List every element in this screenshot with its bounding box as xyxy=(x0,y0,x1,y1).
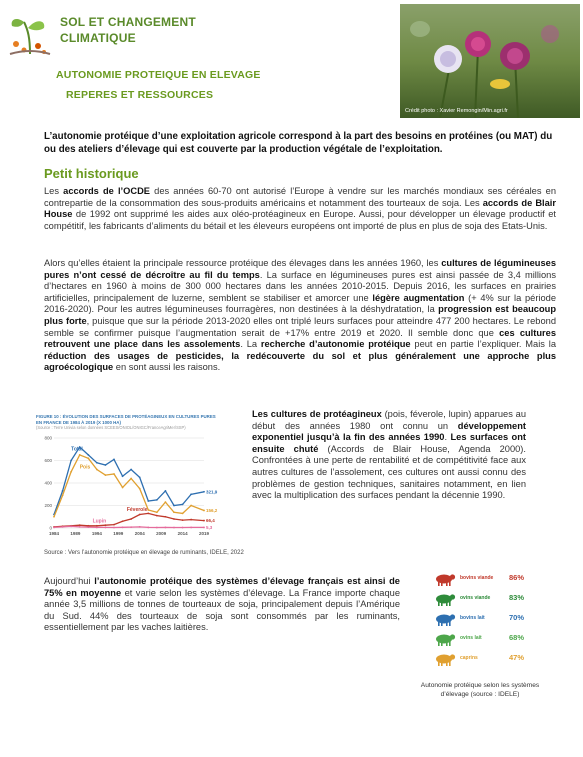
data-point xyxy=(190,494,192,496)
autonomy-row xyxy=(430,650,530,668)
data-point xyxy=(130,478,132,480)
paragraph-3: Les cultures de protéagineux (pois, féverole, lupin) apparues au début des années 1980 ont connu un développement exponentiel jusqu’à la fin des années 1990. Les surfaces ont ensuite chuté (Accords de Blair House, Agenda 2000). Confrontées à une perte de rentabilité et de compétitivité face aux autres cultures de l’assolement, ces cultures ont aussi connu des problèmes de gestion techniques, sanitaires notamment, en lien avec la multiplication des surfaces pendant la décennie 1990. xyxy=(252,409,527,501)
animal-icon xyxy=(432,591,456,607)
data-point xyxy=(96,527,98,529)
data-point xyxy=(156,512,158,514)
data-point xyxy=(190,527,192,529)
data-point xyxy=(173,527,175,529)
series-label: Lupin xyxy=(92,518,107,525)
autonomy-infographic xyxy=(430,570,530,674)
paragraph-1: Les accords de l’OCDE des années 60-70 ont autorisé l’Europe à vendre sur les marchés mondiaux ses céréales en contrepartie de la consommation des sous-produits américains et notamment des tourteaux de soja. Les accords de Blair House de 1992 ont supprimé les aides aux oléo-protéagineux en Europe. Aussi, pour développer un élevage productif et compétitif, les fabricants d’aliments du bétail et les éleveurs européens ont importé de plus en plus de soja des Etats-Unis. xyxy=(44,186,556,231)
series-label: Pois xyxy=(79,464,91,471)
data-point xyxy=(139,526,141,528)
data-point xyxy=(182,513,184,515)
data-point xyxy=(122,527,124,529)
animal-icon xyxy=(432,631,456,647)
data-point xyxy=(122,476,124,478)
sprout-logo-icon xyxy=(6,8,54,60)
data-point xyxy=(203,527,205,529)
y-tick-label: 0 xyxy=(49,525,52,531)
autonomy-row xyxy=(430,570,530,588)
animal-icon xyxy=(432,571,456,587)
data-point xyxy=(53,516,55,518)
paragraph-4: Aujourd’hui l’autonomie protéique des systèmes d’élevage français est ainsi de 75% en moyenne et varie selon les systèmes d’élevage. La France importe chaque année 3,5 millions de tonnes de tourteaux de soja, principalement depuis l’Amérique du Sud. 44% des tourteaux de soja sont consommés par les ruminants, essentiellement par les vaches laitières. xyxy=(44,576,400,633)
x-tick-label: 1999 xyxy=(113,531,124,537)
chart-subtitle: (Source : Terre Univia selon données SCEES/ONIOL/ONIGC/FranceAgriMer/SSP) xyxy=(36,425,186,431)
data-point xyxy=(147,513,149,515)
data-point xyxy=(156,515,158,517)
autonomy-value: 86% xyxy=(509,573,525,582)
data-point xyxy=(62,495,64,497)
series-end-label: 156,2 xyxy=(206,508,218,514)
section-title: Petit historique xyxy=(44,166,139,181)
data-point xyxy=(173,512,175,514)
paragraph-2: Alors qu’elles étaient la principale ressource protéique des élevages dans les années 1960, les cultures de légumineuses pures n’ont cessé de décroître au fil du temps. La surface en légumineuses pures est ainsi passée de 3,4 millions d’hectares en 1960 à moins de 300 000 hectares dans les années 2010-2015. Depuis 2016, les surfaces en prairies artificielles, principalement de luzerne, semblent se stabiliser et amorcer une légère augmentation (+ 4% sur la période 2016-2020). Pour les autres légumineuses fourragères, non destinées à la déshydratation, la progression est beaucoup plus forte, puisque que sur la période 2013-2020 elles ont triplé leurs surfaces pour atteindre 477 200 hectares. Le rebond semble se confirmer puisque l’augmentation serait de +17% entre 2019 et 2020. Il semble donc que ces cultures retrouvent une place dans les assolements. La recherche d’autonomie protéique peut en partie l’expliquer. Mais la réduction des usages de pesticides, la redécouverte du sol et plus généralement une approche plus agroécologique en sont aussi les raisons. xyxy=(44,258,556,373)
series-end-label: 66,4 xyxy=(206,518,215,524)
autonomy-value: 68% xyxy=(509,633,525,642)
data-point xyxy=(87,458,89,460)
autonomy-row xyxy=(430,590,530,608)
data-point xyxy=(165,527,167,529)
data-point xyxy=(96,525,98,527)
data-point xyxy=(105,524,107,526)
y-tick-label: 800 xyxy=(44,435,52,441)
brand-title: SOL ET CHANGEMENT CLIMATIQUE xyxy=(60,15,196,45)
data-point xyxy=(182,519,184,521)
autonomy-label: ovins lait xyxy=(460,635,482,641)
chart-plot xyxy=(36,430,222,542)
x-tick-label: 1994 xyxy=(91,531,102,537)
data-point xyxy=(87,454,89,456)
data-point xyxy=(87,526,89,528)
data-point xyxy=(139,488,141,490)
page-title: AUTONOMIE PROTEIQUE EN ELEVAGE xyxy=(56,69,261,81)
data-point xyxy=(190,505,192,507)
data-point xyxy=(96,469,98,471)
autonomy-row xyxy=(430,610,530,628)
data-point xyxy=(105,464,107,466)
data-point xyxy=(113,473,115,475)
data-point xyxy=(105,474,107,476)
series-label: Féverole xyxy=(126,507,148,514)
data-point xyxy=(173,518,175,520)
autonomy-value: 70% xyxy=(509,613,525,622)
data-point xyxy=(182,527,184,529)
data-point xyxy=(53,527,55,529)
flowers-photo xyxy=(400,4,580,118)
data-point xyxy=(147,527,149,529)
data-point xyxy=(203,510,205,512)
series-end-label: 321,9 xyxy=(206,489,218,495)
x-tick-label: 2019 xyxy=(198,531,210,537)
data-point xyxy=(139,477,141,479)
data-point xyxy=(79,454,81,456)
flowers-photo-image xyxy=(400,4,580,118)
autonomy-row xyxy=(430,630,530,648)
intro-paragraph: L’autonomie protéique d’une exploitation agricole correspond à la part des besoins en protéines (ou MAT) du ou des ateliers d’élevage qui est couverte par la production végétale de l’exploitation. xyxy=(44,131,553,155)
x-tick-label: 2004 xyxy=(134,531,145,537)
data-point xyxy=(203,491,205,493)
data-point xyxy=(96,462,98,464)
data-point xyxy=(105,527,107,529)
autonomy-value: 83% xyxy=(509,593,525,602)
data-point xyxy=(139,514,141,516)
data-point xyxy=(113,527,115,529)
data-point xyxy=(122,521,124,523)
data-point xyxy=(62,526,64,528)
data-point xyxy=(62,490,64,492)
data-point xyxy=(70,526,72,528)
data-point xyxy=(147,500,149,502)
photo-credit: Crédit photo : Xavier Remongin/Min.agri.fr xyxy=(405,108,508,114)
page-subtitle: REPERES ET RESSOURCES xyxy=(66,89,214,101)
animal-icon xyxy=(432,611,456,627)
autonomy-source: Autonomie protéique selon les systèmes d’élevage (source : IDELE) xyxy=(420,682,540,698)
y-tick-label: 400 xyxy=(44,480,52,486)
data-point xyxy=(130,469,132,471)
data-point xyxy=(122,487,124,489)
x-tick-label: 1984 xyxy=(48,531,60,537)
x-tick-label: 2014 xyxy=(177,531,188,537)
series-end-label: 5,3 xyxy=(206,525,213,531)
chart-source: Source : Vers l’autonomie protéique en élevage de ruminants, IDELE, 2022 xyxy=(44,550,244,556)
data-point xyxy=(165,490,167,492)
data-point xyxy=(79,524,81,526)
data-point xyxy=(70,471,72,473)
autonomy-label: bovins viande xyxy=(460,575,494,581)
data-point xyxy=(165,501,167,503)
data-point xyxy=(190,519,192,521)
data-point xyxy=(130,526,132,528)
animal-icon xyxy=(432,651,456,667)
data-point xyxy=(79,526,81,528)
data-point xyxy=(203,520,205,522)
data-point xyxy=(147,509,149,511)
autonomy-value: 47% xyxy=(509,653,525,662)
autonomy-label: caprins xyxy=(460,655,478,661)
data-point xyxy=(113,524,115,526)
data-point xyxy=(182,504,184,506)
protein-crops-chart xyxy=(36,414,222,544)
data-point xyxy=(165,516,167,518)
data-point xyxy=(70,460,72,462)
chart-title: FIGURE 10 : ÉVOLUTION DES SURFACES DE PROTÉAGINEUX EN CULTURES PURES EN FRANCE DE 1984 À 2019 (X 1000 HA) xyxy=(36,414,216,425)
x-tick-label: 1989 xyxy=(70,531,81,537)
data-point xyxy=(173,505,175,507)
data-point xyxy=(156,499,158,501)
y-tick-label: 600 xyxy=(44,458,52,464)
data-point xyxy=(130,518,132,520)
autonomy-label: ovins viande xyxy=(460,595,491,601)
y-tick-label: 200 xyxy=(44,503,52,509)
series-label: Total xyxy=(71,446,83,453)
autonomy-label: bovins lait xyxy=(460,615,485,621)
data-point xyxy=(156,527,158,529)
data-point xyxy=(113,459,115,461)
series-line-lupin xyxy=(54,526,204,527)
series-line-féverole xyxy=(54,514,204,528)
x-tick-label: 2009 xyxy=(156,531,167,537)
